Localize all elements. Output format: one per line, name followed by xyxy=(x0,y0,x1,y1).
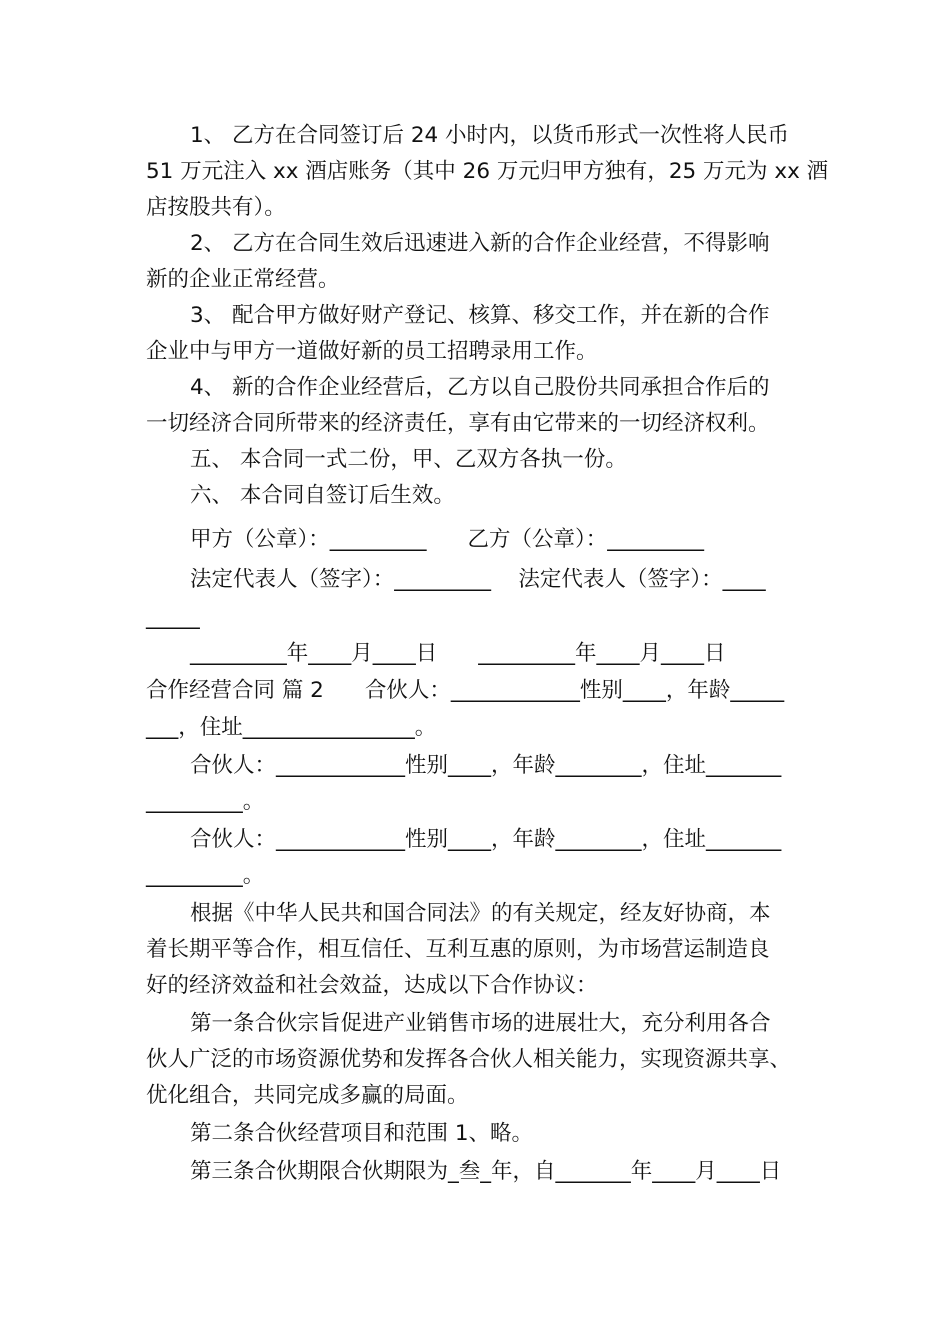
text-line: 新的企业正常经营。 xyxy=(146,267,340,292)
text-line: 4、 新的合作企业经营后，乙方以自己股份共同承担合作后的 xyxy=(190,375,770,400)
text-line: 好的经济效益和社会效益，达成以下合作协议： xyxy=(146,973,598,998)
text-line: 51 万元注入 xx 酒店账务（其中 26 万元归甲方独有，25 万元为 xx 酒 xyxy=(146,159,829,184)
text-line: _____ xyxy=(146,605,200,630)
section-heading: 合作经营合同 篇 2 合伙人：____________性别____，年龄_____ xyxy=(146,678,785,703)
date-line: _________年____月____日 _________年____月____日 xyxy=(190,641,726,666)
text-line: 五、 本合同一式二份，甲、乙双方各执一份。 xyxy=(190,447,627,472)
text-line: 店按股共有）。 xyxy=(146,195,286,220)
text-line: 2、 乙方在合同生效后迅速进入新的合作企业经营，不得影响 xyxy=(190,231,770,256)
text-line: 第二条合伙经营项目和范围 1、略。 xyxy=(190,1121,534,1146)
text-line: 着长期平等合作，相互信任、互利互惠的原则，为市场营运制造良 xyxy=(146,937,770,962)
partner-line: 合伙人：____________性别____，年龄________，住址_______ xyxy=(190,753,782,778)
text-line: _________。 xyxy=(146,789,265,814)
text-line: ___，住址________________。 xyxy=(146,715,437,740)
text-line: 根据《中华人民共和国合同法》的有关规定，经友好协商，本 xyxy=(190,901,771,926)
partner-line: 合伙人：____________性别____，年龄________，住址_______ xyxy=(190,827,782,852)
text-line: 六、 本合同自签订后生效。 xyxy=(190,483,455,508)
text-line: 第三条合伙期限合伙期限为_叁_年，自_______年____月____日 xyxy=(190,1159,782,1184)
signature-line-representative: 法定代表人（签字）：_________ 法定代表人（签字）：____ xyxy=(190,567,766,592)
text-line: 1、 乙方在合同签订后 24 小时内，以货币形式一次性将人民币 xyxy=(190,123,790,148)
text-line: 3、 配合甲方做好财产登记、核算、移交工作，并在新的合作 xyxy=(190,303,770,328)
signature-line-seal: 甲方（公章）：_________ 乙方（公章）：_________ xyxy=(190,527,705,552)
text-line: 伙人广泛的市场资源优势和发挥各合伙人相关能力，实现资源共享、 xyxy=(146,1047,792,1072)
text-line: _________。 xyxy=(146,863,265,888)
text-line: 一切经济合同所带来的经济责任，享有由它带来的一切经济权利。 xyxy=(146,411,770,436)
text-line: 企业中与甲方一道做好新的员工招聘录用工作。 xyxy=(146,339,598,364)
text-line: 第一条合伙宗旨促进产业销售市场的进展壮大，充分利用各合 xyxy=(190,1011,771,1036)
text-line: 优化组合，共同完成多赢的局面。 xyxy=(146,1083,469,1108)
